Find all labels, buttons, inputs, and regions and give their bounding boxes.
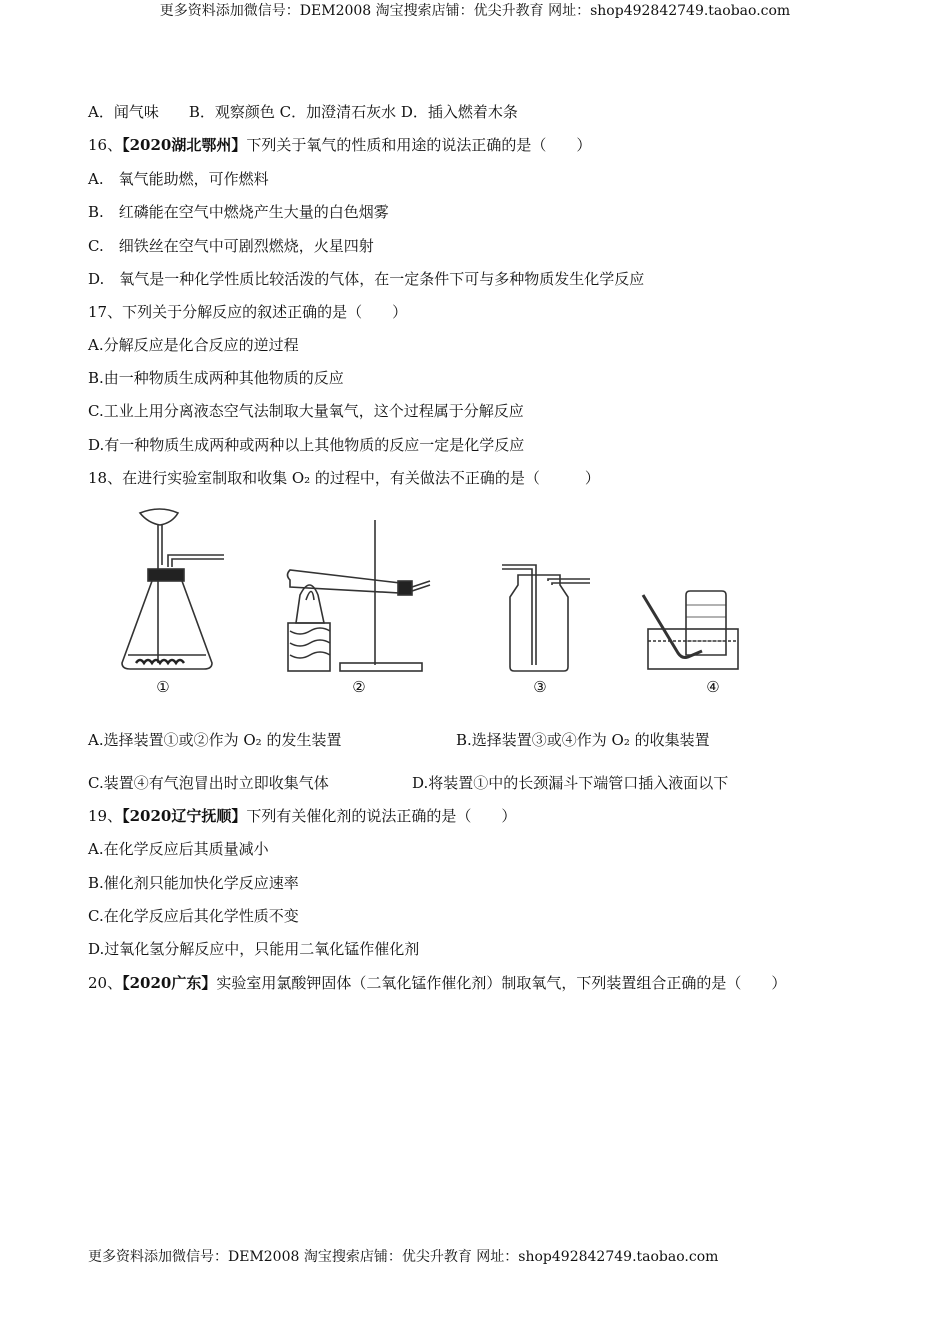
q18-option-d: D.将装置①中的长颈漏斗下端管口插入液面以下 [412,774,729,792]
q19-option-d: D.过氧化氢分解反应中，只能用二氧化锰作催化剂 [88,940,420,958]
q18-option-b: B.选择装置③或④作为 O₂ 的收集装置 [456,731,710,749]
apparatus-label-4: ④ [706,678,720,696]
page-footer: 更多资料添加微信号：DEM2008 淘宝搜索店铺：优尖升教育 网址：shop492842749.taobao.com [88,1249,719,1265]
q19-option-c: C.在化学反应后其化学性质不变 [88,907,299,925]
conical-flask-apparatus [122,509,224,669]
q16-option-d: D. 氧气是一种化学性质比较活泼的气体，在一定条件下可与多种物质发生化学反应 [88,270,645,288]
q19-option-a: A.在化学反应后其质量减小 [88,840,269,858]
q16-option-c: C. 细铁丝在空气中可剧烈燃烧，火星四射 [88,237,374,255]
heated-test-tube-apparatus [288,520,431,671]
q17-stem: 17、下列关于分解反应的叙述正确的是（ ） [88,303,408,321]
q20-stem: 20、【2020广东】实验室用氯酸钾固体（二氧化锰作催化剂）制取氧气，下列装置组合正确的是（ ） [88,974,787,992]
q18-apparatus-figure [100,505,750,700]
q16-option-a: A. 氧气能助燃，可作燃料 [88,170,269,188]
q17-option-b: B.由一种物质生成两种其他物质的反应 [88,369,344,387]
gas-collecting-bottle [502,565,590,671]
apparatus-label-1: ① [156,678,170,696]
q20-source-tag: 【2020广东】 [122,974,217,992]
q18-stem: 18、在进行实验室制取和收集 O₂ 的过程中，有关做法不正确的是（ ） [88,469,600,487]
apparatus-label-3: ③ [533,678,547,696]
q17-option-d: D.有一种物质生成两种或两种以上其他物质的反应一定是化学反应 [88,436,525,454]
q19-stem: 19、【2020辽宁抚顺】下列有关催化剂的说法正确的是（ ） [88,807,517,825]
q18-option-c: C.装置④有气泡冒出时立即收集气体 [88,774,329,792]
water-displacement-trough [643,591,738,669]
apparatus-label-2: ② [352,678,366,696]
q17-option-c: C.工业上用分离液态空气法制取大量氧气，这个过程属于分解反应 [88,402,524,420]
q19-source-tag: 【2020辽宁抚顺】 [122,807,247,825]
q16-source-tag: 【2020湖北鄂州】 [122,136,247,154]
q18-option-a: A.选择装置①或②作为 O₂ 的发生装置 [88,731,342,749]
page-header: 更多资料添加微信号：DEM2008 淘宝搜索店铺：优尖升教育 网址：shop492842749.taobao.com [159,3,791,19]
q16-option-b: B. 红磷能在空气中燃烧产生大量的白色烟雾 [88,203,389,221]
q19-option-b: B.催化剂只能加快化学反应速率 [88,874,299,892]
q15-options: A．闻气味 B．观察颜色 C．加澄清石灰水 D．插入燃着木条 [88,103,518,121]
q16-stem: 16、【2020湖北鄂州】下列关于氧气的性质和用途的说法正确的是（ ） [88,136,592,154]
q17-option-a: A.分解反应是化合反应的逆过程 [88,336,299,354]
